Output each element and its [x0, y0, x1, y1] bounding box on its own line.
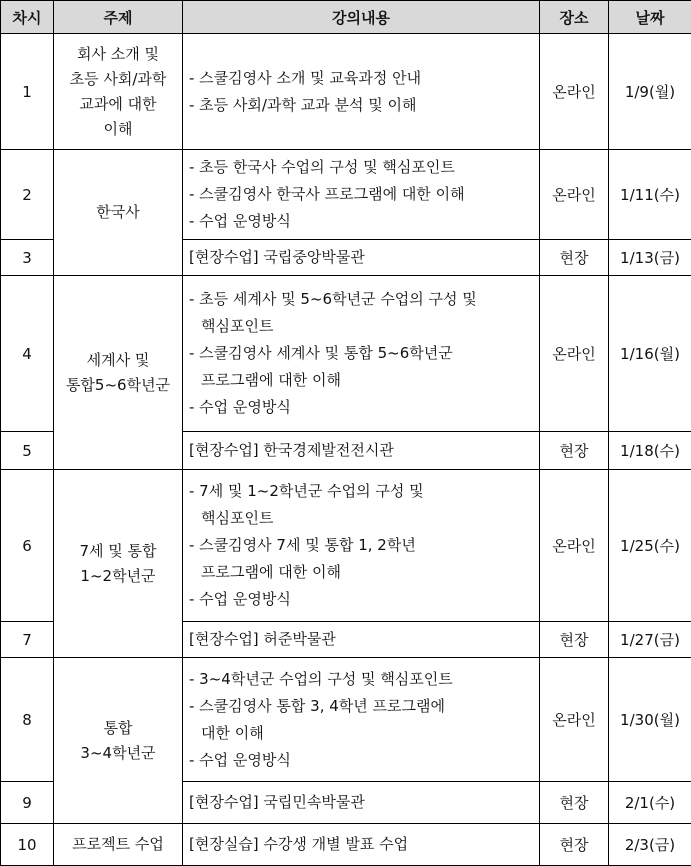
- content-line: - 스쿨김영사 세계사 및 통합 5~6학년군: [189, 340, 533, 367]
- header-place: 장소: [540, 1, 609, 34]
- header-row: [1, 1, 691, 34]
- place-cell: 현장: [540, 824, 609, 866]
- content-cell: [183, 34, 540, 150]
- session-cell: 3: [1, 240, 54, 276]
- session-cell: 6: [1, 470, 54, 622]
- date-cell: 1/13(금): [609, 240, 691, 276]
- content-line: - 스쿨김영사 7세 및 통합 1, 2학년: [189, 532, 533, 559]
- topic-line: 세계사 및: [54, 348, 182, 373]
- content-cell: [183, 150, 540, 240]
- content-line: 핵심포인트: [189, 505, 533, 532]
- content-line: - 초등 사회/과학 교과 분석 및 이해: [189, 92, 533, 119]
- content-line: 프로그램에 대한 이해: [189, 559, 533, 586]
- date-cell: 2/3(금): [609, 824, 691, 866]
- topic-line: 교과에 대한: [54, 92, 182, 117]
- table-row: [1, 276, 691, 432]
- content-line: - 3~4학년군 수업의 구성 및 핵심포인트: [189, 666, 533, 693]
- header-date: 날짜: [609, 1, 691, 34]
- topic-line: 이해: [54, 117, 182, 142]
- topic-line: 1~2학년군: [54, 564, 182, 589]
- session-cell: 7: [1, 622, 54, 658]
- date-cell: 1/25(수): [609, 470, 691, 622]
- place-cell: 현장: [540, 240, 609, 276]
- place-cell: 온라인: [540, 658, 609, 782]
- date-cell: 1/18(수): [609, 432, 691, 470]
- session-cell: 5: [1, 432, 54, 470]
- place-cell: 현장: [540, 782, 609, 824]
- place-cell: 온라인: [540, 150, 609, 240]
- content-line: - 스쿨김영사 통합 3, 4학년 프로그램에: [189, 693, 533, 720]
- content-cell: [183, 658, 540, 782]
- content-line: - 초등 한국사 수업의 구성 및 핵심포인트: [189, 154, 533, 181]
- content-line: - 수업 운영방식: [189, 208, 533, 235]
- content-line: [현장수업] 국립민속박물관: [189, 789, 533, 816]
- topic-line: 프로젝트 수업: [54, 832, 182, 857]
- date-cell: 1/9(월): [609, 34, 691, 150]
- date-cell: 1/27(금): [609, 622, 691, 658]
- content-cell: [183, 782, 540, 824]
- place-cell: 현장: [540, 432, 609, 470]
- session-cell: 10: [1, 824, 54, 866]
- topic-line: 통합5~6학년군: [54, 373, 182, 398]
- topic-cell: [54, 658, 183, 824]
- content-line: 핵심포인트: [189, 313, 533, 340]
- topic-line: 통합: [54, 716, 182, 741]
- date-cell: 1/16(월): [609, 276, 691, 432]
- topic-line: 7세 및 통합: [54, 539, 182, 564]
- content-cell: [183, 824, 540, 866]
- table-row: [1, 824, 691, 866]
- content-line: - 수업 운영방식: [189, 747, 533, 774]
- header-session: 차시: [1, 1, 54, 34]
- place-cell: 온라인: [540, 276, 609, 432]
- topic-cell: [54, 824, 183, 866]
- topic-line: 한국사: [54, 200, 182, 225]
- topic-line: 3~4학년군: [54, 741, 182, 766]
- content-cell: [183, 470, 540, 622]
- content-line: [현장실습] 수강생 개별 발표 수업: [189, 831, 533, 858]
- session-cell: 4: [1, 276, 54, 432]
- content-line: 대한 이해: [189, 720, 533, 747]
- table-row: [1, 658, 691, 782]
- topic-cell: [54, 150, 183, 276]
- place-cell: 현장: [540, 622, 609, 658]
- table-row: [1, 150, 691, 240]
- content-cell: [183, 240, 540, 276]
- content-line: - 수업 운영방식: [189, 586, 533, 613]
- content-line: - 초등 세계사 및 5~6학년군 수업의 구성 및: [189, 286, 533, 313]
- topic-cell: [54, 276, 183, 470]
- content-line: - 스쿨김영사 소개 및 교육과정 안내: [189, 65, 533, 92]
- header-content: 강의내용: [183, 1, 540, 34]
- content-line: [현장수업] 허준박물관: [189, 626, 533, 653]
- date-cell: 1/30(월): [609, 658, 691, 782]
- content-line: - 7세 및 1~2학년군 수업의 구성 및: [189, 478, 533, 505]
- place-cell: 온라인: [540, 34, 609, 150]
- content-cell: [183, 276, 540, 432]
- table-row: [1, 34, 691, 150]
- content-line: [현장수업] 한국경제발전전시관: [189, 437, 533, 464]
- content-line: - 스쿨김영사 한국사 프로그램에 대한 이해: [189, 181, 533, 208]
- content-cell: [183, 622, 540, 658]
- topic-line: 회사 소개 및: [54, 42, 182, 67]
- topic-cell: [54, 470, 183, 658]
- header-topic: 주제: [54, 1, 183, 34]
- session-cell: 9: [1, 782, 54, 824]
- date-cell: 2/1(수): [609, 782, 691, 824]
- topic-line: 초등 사회/과학: [54, 67, 182, 92]
- table-row: [1, 470, 691, 622]
- session-cell: 1: [1, 34, 54, 150]
- session-cell: 2: [1, 150, 54, 240]
- content-line: - 수업 운영방식: [189, 394, 533, 421]
- content-line: [현장수업] 국립중앙박물관: [189, 244, 533, 271]
- content-line: 프로그램에 대한 이해: [189, 367, 533, 394]
- topic-cell: [54, 34, 183, 150]
- content-cell: [183, 432, 540, 470]
- session-cell: 8: [1, 658, 54, 782]
- place-cell: 온라인: [540, 470, 609, 622]
- date-cell: 1/11(수): [609, 150, 691, 240]
